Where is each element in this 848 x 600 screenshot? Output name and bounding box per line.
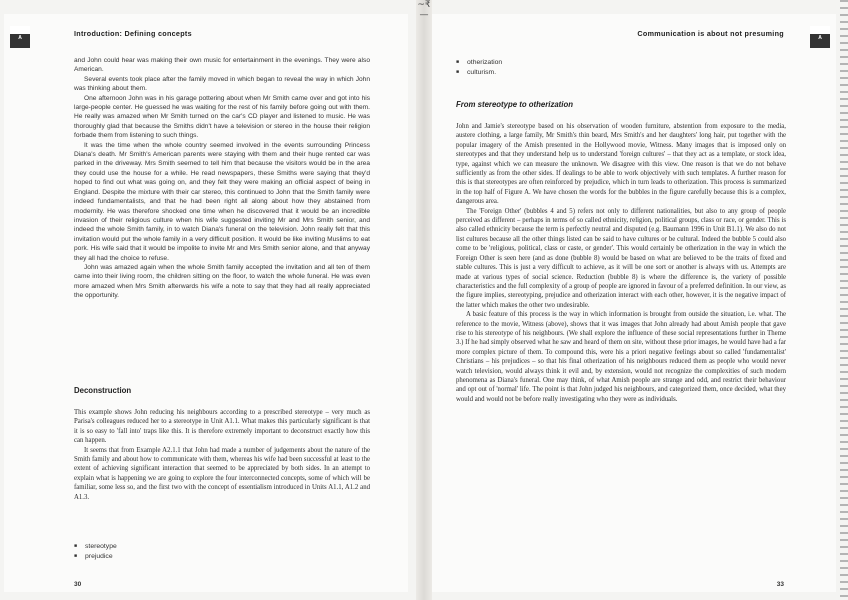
paragraph: A basic feature of this process is the way in which information is brought from outside the situation, i.e. what. The reference to the movie, Witness (above), shows that it was images that John already had about Amish people that gave rise to his stereotype of his neighbours. (We shall explore the influence of these social representations further in Theme 3.) If he had simply observed what he saw and heard of them on site, without these prior images, he would have had a far more complex picture of them. To compound this, were his a priori negative feelings about so called 'fundamentalist' Christians – his prejudices – so that his final otherization of his neighbours reduced them as people who would never watch television, would always think it evil and, by extension, would not recognize the complexities of such modern phenomena as Diana's funeral. One may think, of what Amish people are strange and odd, and restrict their behaviour and opt out of 'normal' life. The point is that John judged his neighbours, and categorized them, once decided, what they would and would not be before really investigating who they were as individuals. (456, 311, 786, 403)
list-item: ■ otherization (456, 58, 786, 68)
section-logo-icon: A (810, 26, 830, 48)
left-body-deconstruction (74, 408, 370, 502)
paragraph: It seems that from Example A2.1.1 that John had made a number of judgements about the nature of the Smith family and about how to communicate with them, whereas his wife had been successful at least to the extent of achieving significant interaction that seemed to be appreciated by both sides. In an attempt to explain what is happening we are going to explore the four interconnected concepts, some of which will be familiar, some less so, and the first two with the concept of essentialism introduced in Units A1.1, A1.2 and A1.3. (74, 446, 370, 501)
scan-mark: ~₹— (417, 0, 431, 20)
running-head-right: Communication is about not presuming (637, 29, 784, 38)
running-head-left: Introduction: Defining concepts (74, 29, 192, 38)
left-body-top (74, 56, 370, 301)
book-gutter (416, 0, 432, 600)
left-page (4, 14, 408, 592)
paragraph: One afternoon John was in his garage pottering about when Mr Smith came over and got into his large-people center. He guessed he was waiting for the rest of his family before going out with them. He really was amazed when Mr Smith turned on the car's CD player and listened to music. He was thoroughly glad that because the Smiths didn't have a television or stereo in the house their religion forbade them from listening to such things. (74, 94, 370, 140)
list-item: ■ stereotype (74, 542, 370, 552)
paragraph: and John could hear was making their own music for entertainment in the evenings. They were also American. (74, 57, 370, 74)
right-page (432, 14, 836, 592)
right-section-heading (456, 100, 786, 109)
left-bullet-list (74, 542, 370, 561)
paragraph: John and Jamie's stereotype based on his observation of wooden furniture, abstention from exposure to the media, austere clothing, a large family, Mr Smith's thin beard, Mrs Smith's and her daughters' long hair, put together with the popular imagery of the Amish presented in the Hollywood movie, Witness. Many images that is imposed only on stereotypes and that they understand help us to understand 'foreign cultures' – that they act as a template, or stock idea, type, against which we can measure the unknown. We disagree with this view. One reason is that we do not behave sufficiently as from the other sides. If dealings to be able to work objectively with such templates. A further reason for this is that stereotypes are often reinforced by prejudice, which in turn leads to otherization. This process is summarized in the top half of Figure A. We have chosen the words for the bubbles in the figure carefully because this is a complex, dangerous area. (456, 123, 786, 206)
list-item: ■ culturism. (456, 68, 786, 78)
page-number-right: 33 (776, 581, 784, 588)
right-body (456, 122, 786, 404)
right-bullet-list (456, 58, 786, 77)
section-heading-deconstruction: Deconstruction (74, 386, 132, 395)
page-number-left: 30 (74, 581, 82, 588)
paragraph: It was the time when the whole country seemed involved in the events surrounding Princess Diana's death. Mr Smith's American parents were staying with them and their huge rented car was parked in the driveway. Mrs Smith seemed to tell him that because the visitors would be in the area they could use the house for a while. He read newspapers, these Smiths were saying that they'd hoped to find out what was going on, and they felt they were making an official aspect of being in England. Despite the mixture with their car stereo, this continued to John that the Smith family were indeed fundamentalists, and that he had been right all along about how they abstained from modernity. He was therefore shocked one time when he discovered that it would be an incredible invasion of their religious culture when his wife suggested inviting Mr and Mrs Smith senior, and indeed the whole Smith family, in to watch Diana's funeral on the television. John really felt that this invitation would put the whole family in a very difficult position. It would be like inviting Muslims to eat pork. His wife said that it would be impolite to invite Mr and Mrs Smith senior alone, and that anyway they all had the choice to refuse. (74, 141, 370, 262)
paragraph: This example shows John reducing his neighbours according to a prescribed stereotype – very much as Parisa's colleagues reduced her to a stereotype in Unit A1.1. What makes this particularly significant is that it is so easy to 'fall into' traps like this. It is therefore extremely important to deconstruct exactly how this can happen. (74, 409, 370, 445)
paragraph: Several events took place after the family moved in which began to reveal the way in which John was thinking about them. (74, 75, 370, 93)
section-logo-icon: A (10, 26, 30, 48)
left-section-deconstruction (74, 386, 370, 395)
paragraph: The 'Foreign Other' (bubbles 4 and 5) refers not only to different nationalities, but also to any group of people perceived as different – perhaps in terms of so called ethnicity, religion, political groups, class or race, or gender. This is also called ethnicity because the term is perfectly neutral and disputed (e.g. Baumann 1996 in Unit B1.1). We also do not list cultures because all the other things listed can be said to have cultures or be cultural. Indeed the bubble 5 could also come to be 'religious, political, class or caste, or gender'. This would certainly be otherization in the way in which the Foreign Other is seen here (and as done (bubble 8) would be based on what are believed to be the traits of fixed and stable cultures. This is just a very difficult to achieve, as it will be one sort or another is always with us. Attempts are made at various types of social science. Reduction (bubble 8) is where the difference is, the variety of possible characteristics and the full complexity of a group of people are ignored in favour of a preferred definition. In our view, as the figure implies, stereotyping, prejudice and otherization interact with each other, however, it is the negative impact of the latter which makes the other two undesirable. (456, 207, 786, 309)
list-item: ■ prejudice (74, 552, 370, 562)
paragraph: John was amazed again when the whole Smith family accepted the invitation and all ten of them came into their living room, the children sitting on the floor, to watch the whole funeral. He was even more amazed when Mrs Smith afterwards his wife a note to say that they had all really appreciated the opportunity. (74, 263, 370, 300)
section-heading-otherization: From stereotype to otherization (456, 100, 573, 109)
page-edge-strip (840, 0, 848, 600)
